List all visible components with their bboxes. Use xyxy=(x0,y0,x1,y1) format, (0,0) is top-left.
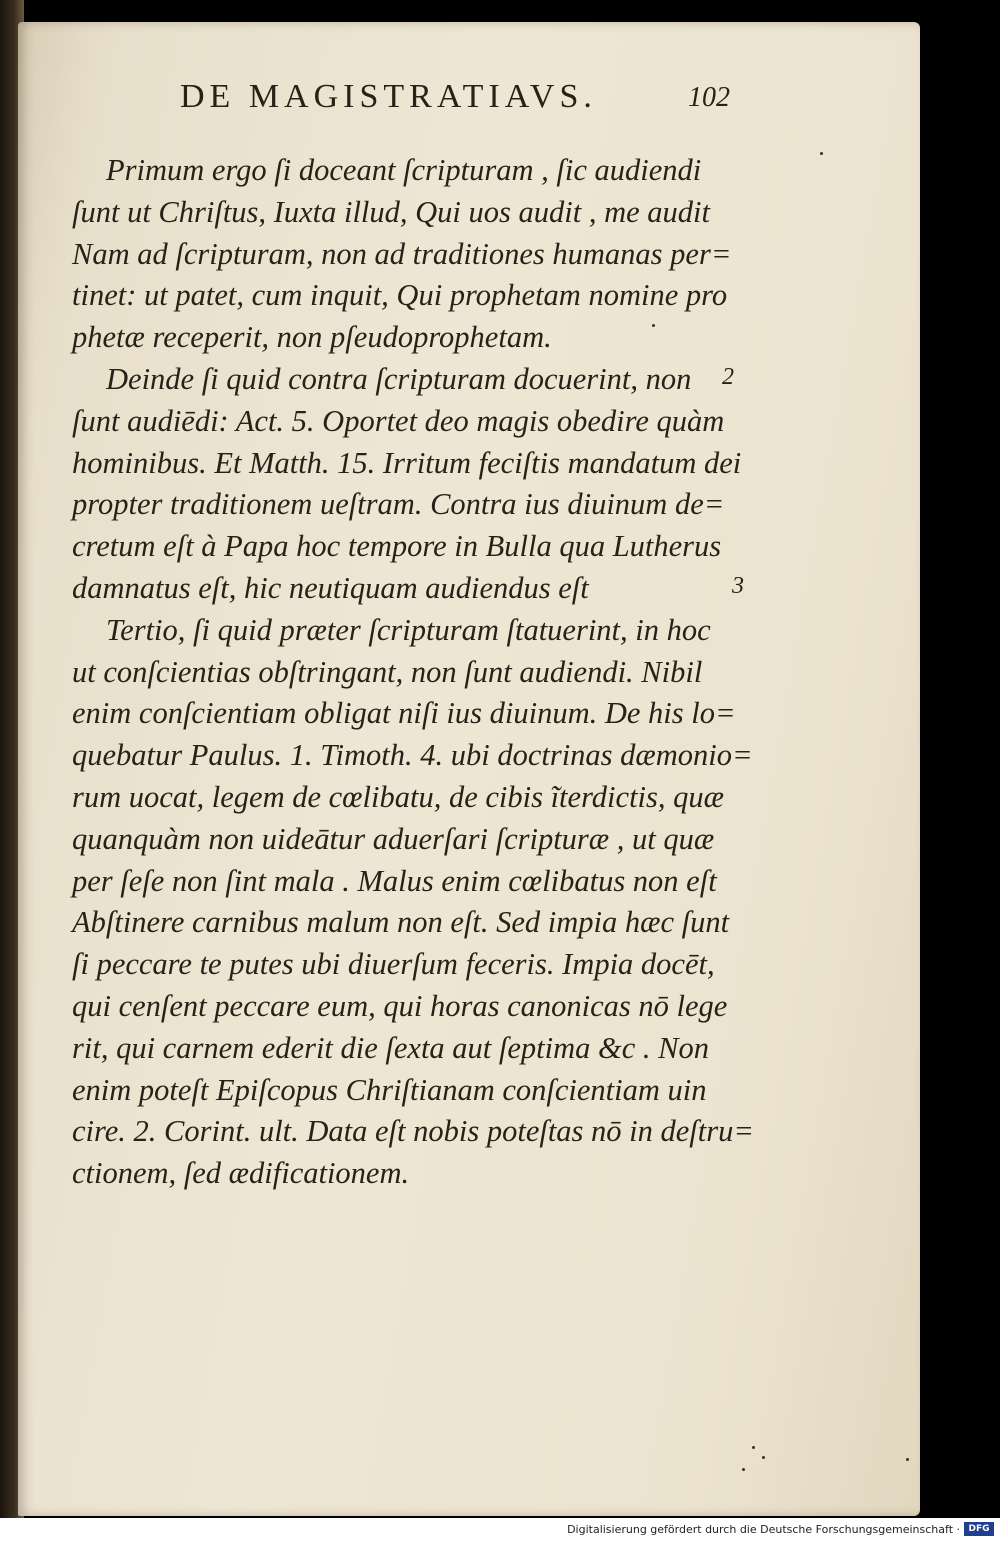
text-line: Deinde ſi quid contra ſcripturam docuerint, non xyxy=(106,361,692,396)
margin-note: 3 xyxy=(732,573,744,599)
footer-bar xyxy=(0,1518,1000,1542)
text-line: hominibus. Et Matth. 15. Irritum feciſtis mandatum dei xyxy=(72,445,742,480)
text-line: rum uocat, legem de cœlibatu, de cibis ĩterdictis, quæ xyxy=(72,779,724,814)
page-speck xyxy=(906,1458,909,1461)
text-line: Nam ad ſcripturam, non ad traditiones humanas per= xyxy=(72,236,732,271)
text-line: Tertio, ſi quid præter ſcripturam ſtatuerint, in hoc xyxy=(106,612,711,647)
text-line: enim conſcientiam obligat niſi ius diuinum. De his lo= xyxy=(72,696,736,731)
margin-note: 2 xyxy=(722,364,734,390)
text-line: ctionem, ſed ædificationem. xyxy=(72,1156,410,1191)
text-line: tinet: ut patet, cum inquit, Qui prophetam nomine pro xyxy=(72,278,728,313)
text-line: Primum ergo ſi doceant ſcripturam , ſic audiendi xyxy=(106,153,702,187)
text-line: rit, qui carnem ederit die ſexta aut ſeptima &c . Non xyxy=(72,1030,710,1065)
text-line: Abſtinere carnibus malum non eſt. Sed impia hæc ſunt xyxy=(72,905,730,940)
dfg-logo: DFG xyxy=(964,1522,994,1536)
text-line: propter traditionem ueſtram. Contra ius diuinum de= xyxy=(72,487,725,522)
text-line: damnatus eſt, hic neutiquam audiendus eſt xyxy=(72,570,589,605)
page-speck xyxy=(762,1456,765,1459)
running-head xyxy=(160,78,760,128)
page-speck xyxy=(742,1468,745,1471)
text-line: cire. 2. Corint. ult. Data eſt nobis poteſtas nō in deſtru= xyxy=(72,1114,754,1149)
text-line: phetæ receperit, non pſeudoprophetam. xyxy=(72,320,552,355)
text-line: qui cenſent peccare eum, qui horas canonicas nō lege xyxy=(72,988,728,1023)
text-line: cretum eſt à Papa hoc tempore in Bulla qua Lutherus xyxy=(72,529,722,564)
text-line: ut conſcientias obſtringant, non ſunt audiendi. Nibil xyxy=(72,654,703,689)
text-line: quebatur Paulus. 1. Timoth. 4. ubi doctrinas dæmonio= xyxy=(72,738,753,773)
text-line: ſunt audiēdi: Act. 5. Oportet deo magis obedire quàm xyxy=(72,403,725,438)
text-line: quanquàm non uideātur aduerſari ſcripturæ , ut quæ xyxy=(72,821,715,856)
funding-credit: Digitalisierung gefördert durch die Deutsche Forschungsgemeinschaft · xyxy=(567,1523,960,1536)
page-speck xyxy=(752,1446,755,1449)
text-line: ſunt ut Chriſtus, Iuxta illud, Qui uos audit , me audit xyxy=(72,194,710,229)
text-line: ſi peccare te putes ubi diuerſum feceris. Impia docēt, xyxy=(72,947,715,982)
body-text xyxy=(72,150,762,1195)
page-speck xyxy=(820,152,823,155)
page-speck xyxy=(652,324,655,327)
running-title: DE MAGISTRATIAVS. xyxy=(180,78,597,115)
text-line: enim poteſt Epiſcopus Chriſtianam conſcientiam uin xyxy=(72,1072,707,1107)
text-line: per ſeſe non ſint mala . Malus enim cœlibatus non eſt xyxy=(72,863,717,898)
folio-number: 102 xyxy=(688,82,730,113)
